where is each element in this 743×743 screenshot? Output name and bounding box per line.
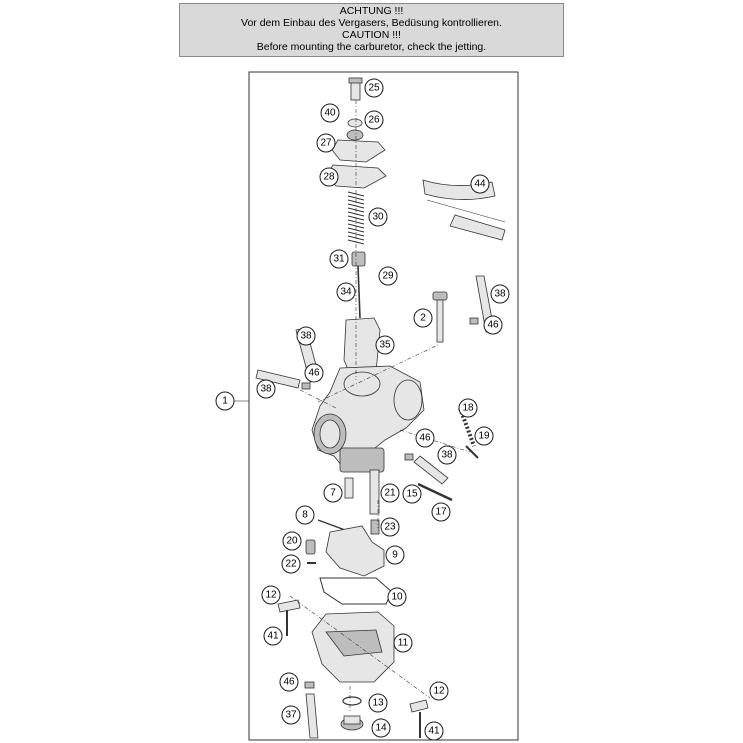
svg-text:46: 46	[419, 432, 431, 444]
svg-text:34: 34	[340, 286, 352, 298]
callout-badge	[280, 673, 298, 691]
callout-badge	[414, 309, 432, 327]
svg-text:11: 11	[397, 637, 409, 649]
callout-badge	[257, 380, 275, 398]
callout-badge	[369, 208, 387, 226]
notice-line-4: Before mounting the carburetor, check the jetting.	[256, 41, 487, 53]
svg-text:9: 9	[392, 549, 398, 561]
svg-text:38: 38	[260, 383, 272, 395]
svg-text:31: 31	[333, 253, 345, 265]
svg-text:40: 40	[324, 107, 336, 119]
svg-text:41: 41	[428, 725, 440, 737]
callout-badge	[216, 392, 234, 410]
svg-text:1: 1	[222, 395, 228, 407]
notice-line-1: ACHTUNG !!!	[339, 5, 404, 17]
callout-badge	[491, 285, 509, 303]
svg-text:12: 12	[265, 589, 277, 601]
callout-badge	[379, 267, 397, 285]
svg-text:8: 8	[302, 509, 308, 521]
svg-text:10: 10	[391, 591, 403, 603]
svg-text:38: 38	[300, 330, 312, 342]
callout-badge	[403, 485, 421, 503]
svg-text:21: 21	[384, 487, 396, 499]
notice-line-3: CAUTION !!!	[342, 29, 401, 41]
callout-badge	[365, 79, 383, 97]
callout-badge	[372, 719, 390, 737]
callout-badge	[388, 588, 406, 606]
svg-text:20: 20	[286, 535, 298, 547]
svg-text:46: 46	[308, 367, 320, 379]
callout-badge	[282, 706, 300, 724]
svg-text:27: 27	[320, 137, 332, 149]
callout-badge	[297, 327, 315, 345]
callout-badge	[324, 484, 342, 502]
svg-text:2: 2	[420, 312, 426, 324]
svg-text:18: 18	[462, 402, 474, 414]
callout-badge	[305, 364, 323, 382]
svg-text:30: 30	[372, 211, 384, 223]
callout-badge	[416, 429, 434, 447]
svg-text:26: 26	[368, 114, 380, 126]
svg-text:38: 38	[494, 288, 506, 300]
svg-text:13: 13	[372, 697, 384, 709]
svg-text:17: 17	[435, 506, 447, 518]
svg-text:35: 35	[379, 339, 391, 351]
svg-text:46: 46	[487, 319, 499, 331]
callout-badge	[376, 336, 394, 354]
svg-text:38: 38	[441, 449, 453, 461]
callout-badge	[471, 175, 489, 193]
svg-text:29: 29	[382, 270, 394, 282]
callout-badge	[317, 134, 335, 152]
callout-badge	[432, 503, 450, 521]
callout-badge	[365, 111, 383, 129]
svg-text:25: 25	[368, 82, 380, 94]
svg-text:37: 37	[285, 709, 297, 721]
svg-text:7: 7	[330, 487, 336, 499]
callout-badge	[394, 634, 412, 652]
callout-badge	[283, 532, 301, 550]
callout-badge	[262, 586, 280, 604]
svg-text:15: 15	[406, 488, 418, 500]
callout-badge	[296, 506, 314, 524]
callout-badge	[320, 168, 338, 186]
svg-text:19: 19	[478, 430, 490, 442]
svg-text:22: 22	[285, 558, 297, 570]
callout-badge	[475, 427, 493, 445]
svg-text:41: 41	[267, 630, 279, 642]
svg-text:44: 44	[474, 178, 486, 190]
callout-badge	[425, 722, 443, 740]
callout-badge	[381, 484, 399, 502]
callout-badge	[430, 682, 448, 700]
svg-text:14: 14	[375, 722, 387, 734]
callout-badge	[484, 316, 502, 334]
callout-badge	[369, 694, 387, 712]
svg-text:28: 28	[323, 171, 335, 183]
callout-badge	[330, 250, 348, 268]
svg-text:12: 12	[433, 685, 445, 697]
callout-badge	[381, 518, 399, 536]
callout-badge	[321, 104, 339, 122]
svg-text:23: 23	[384, 521, 396, 533]
callout-badge	[386, 546, 404, 564]
callout-badge	[438, 446, 456, 464]
notice-line-2: Vor dem Einbau des Vergasers, Bedüsung kontrollieren.	[241, 17, 502, 29]
callout-badge	[282, 555, 300, 573]
callout-badge	[264, 627, 282, 645]
callout-badge	[459, 399, 477, 417]
callout-badge	[337, 283, 355, 301]
svg-text:46: 46	[283, 676, 295, 688]
